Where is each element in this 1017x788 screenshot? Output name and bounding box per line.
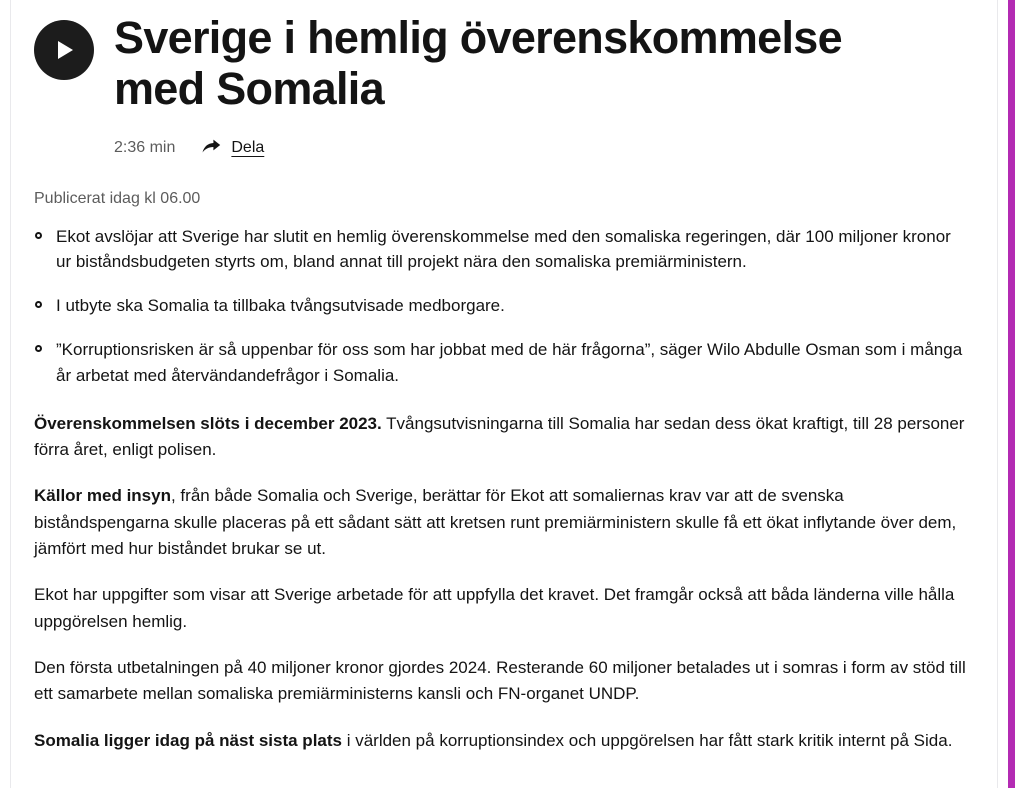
article-body [34,411,974,754]
left-edge-divider [10,0,11,788]
player-meta-row [114,137,974,160]
right-edge-divider [997,0,998,788]
page-title: Sverige i hemlig överenskommelse med Somalia [114,12,842,115]
published-timestamp: Publicerat idag kl 06.00 [34,189,201,207]
paragraph-text: Ekot har uppgifter som visar att Sverige arbetade för att uppfylla det kravet. Det framgår också att båda länderna ville hålla uppgörelsen hemlig. [34,585,955,631]
paragraph-lead: Källor med insyn [34,486,171,506]
audio-duration: 2:36 min [114,139,176,157]
paragraph [34,728,969,754]
paragraph-lead: Somalia ligger idag på näst sista plats [34,730,342,750]
bullet-text: I utbyte ska Somalia ta tillbaka tvångsutvisade medborgare. [56,296,505,316]
article [34,0,974,754]
bullet-ring-icon [35,345,42,352]
play-icon [53,38,75,62]
bullet-ring-icon [35,232,42,239]
paragraph-text: Tvångsutvisningarna till Somalia har sedan dess ökat kraftigt, till 28 personer förra året, enligt polisen. [34,413,965,460]
paragraph [34,483,969,562]
list-item [34,337,969,389]
accent-bar [1008,0,1015,788]
paragraph [34,582,969,635]
headline-row [34,12,974,115]
share-label: Dela [231,139,265,157]
play-button[interactable] [34,20,94,80]
bullet-text: Ekot avslöjar att Sverige har slutit en hemlig överenskommelse med den somaliska regeringen, där 100 miljoner kronor ur biståndsbudgeten styrts om, bland annat till projekt nära den somaliska premiärministern. [56,226,951,272]
share-arrow-icon [201,137,221,160]
bullet-ring-icon [35,301,42,308]
paragraph [34,655,969,708]
paragraph-text: Den första utbetalningen på 40 miljoner kronor gjordes 2024. Resterande 60 miljoner betalades ut i somras i form av stöd till ett samarbete mellan somaliska premiärministerns kansli och FN-organet UNDP. [34,658,966,704]
paragraph [34,411,969,464]
paragraph-text: , från både Somalia och Sverige, berättar för Ekot att somaliernas krav var att de svenska biståndspengarna skulle placeras på ett sådant sätt att kretsen runt premiärministern skulle få ett ökat inflytande över dem, jämfört med hur biståndet brukar se ut. [34,486,957,559]
paragraph-text: i världen på korruptionsindex och uppgörelsen har fått stark kritik internt på Sida. [341,730,953,750]
share-button[interactable] [201,137,264,160]
summary-bullet-list [34,224,974,389]
bullet-text: ”Korruptionsrisken är så uppenbar för oss som har jobbat med de här frågorna”, säger Wilo Abdulle Osman som i många år arbetat med återvändandefrågor i Somalia. [56,340,963,385]
paragraph-lead: Överenskommelsen slöts i december 2023. [34,413,382,433]
list-item [34,224,969,276]
list-item [34,293,969,319]
